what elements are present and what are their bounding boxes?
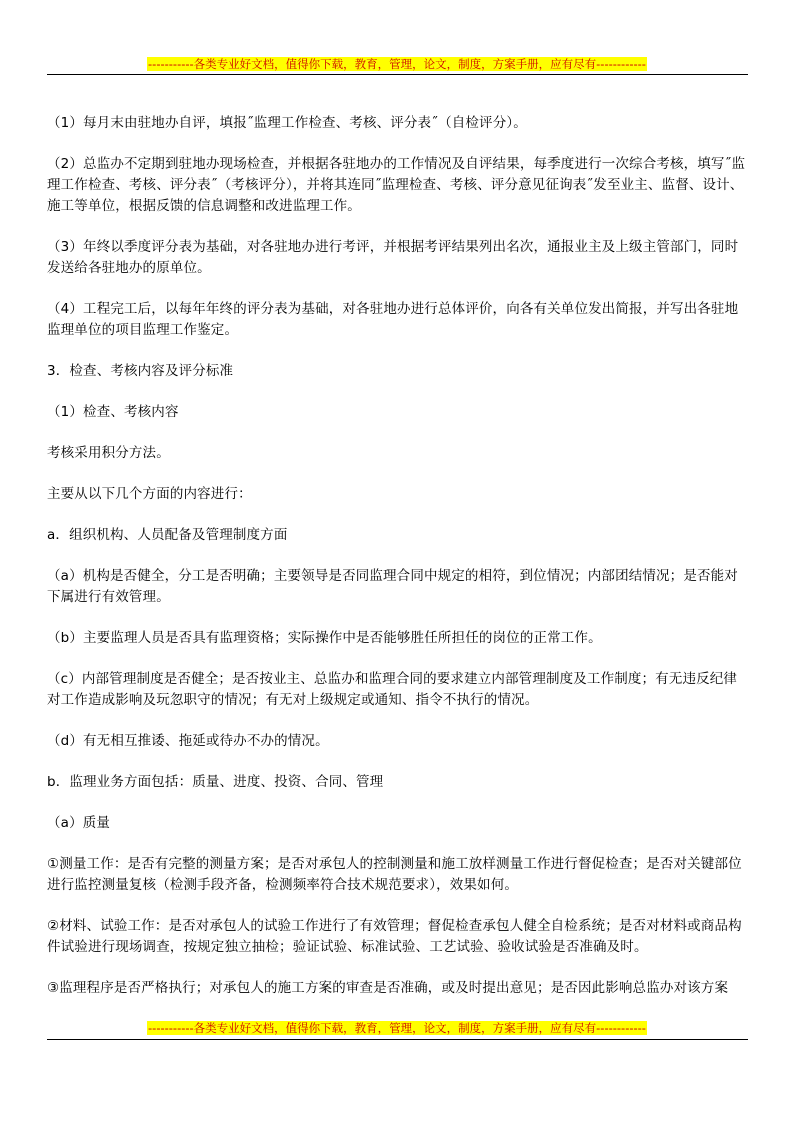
item-organization-b: （b）主要监理人员是否具有监理资格；实际操作中是否能够胜任所担任的岗位的正常工作。 — [47, 630, 602, 646]
subheading-quality: （a）质量 — [47, 815, 111, 831]
footer-divider — [47, 1039, 748, 1040]
item-organization-c: （c）内部管理制度是否健全；是否按业主、总监办和监理合同的要求建立内部管理制度及工作制度；有无违反纪律对工作造成影响及玩忽职守的情况；有无对上级规定或通知、指令不执行的情况。 — [47, 671, 738, 708]
header-divider — [47, 74, 748, 75]
header-banner-text: -----------各类专业好文档，值得你下载，教育，管理，论文，制度，方案手册，应有尽有------------ — [148, 57, 646, 71]
paragraph-completion-evaluation: （4）工程完工后，以每年年终的评分表为基础，对各驻地办进行总体评价，向各有关单位发出简报，并写出各驻地监理单位的项目监理工作鉴定。 — [47, 301, 739, 338]
paragraph-monthly-self-evaluation: （1）每月末由驻地办自评，填报˝监理工作检查、考核、评分表˝（自检评分）。 — [47, 115, 527, 131]
document-body — [47, 113, 747, 1019]
subheading-inspection-content: （1）检查、考核内容 — [47, 404, 179, 420]
subheading-supervision-business: b．监理业务方面包括：质量、进度、投资、合同、管理 — [47, 774, 384, 790]
item-organization-a: （a）机构是否健全，分工是否明确；主要领导是否同监理合同中规定的相符，到位情况；内部团结情况；是否能对下属进行有效管理。 — [47, 568, 738, 605]
item-organization-d: （d）有无相互推诿、拖延或待办不办的情况。 — [47, 733, 329, 749]
subheading-organization: a．组织机构、人员配备及管理制度方面 — [47, 527, 288, 543]
paragraph-quarterly-assessment: （2）总监办不定期到驻地办现场检查，并根据各驻地办的工作情况及自评结果，每季度进行一次综合考核，填写˝监理工作检查、考核、评分表˝（考核评分），并将其连同˝监理检查、考核、评分意见征询表˝发至业主、监督、设计、施工等单位，根据反馈的信息调整和改进监理工作。 — [47, 156, 746, 214]
section-heading-inspection-criteria: 3．检查、考核内容及评分标准 — [47, 363, 234, 379]
paragraph-annual-evaluation: （3）年终以季度评分表为基础，对各驻地办进行考评，并根据考评结果列出名次，通报业主及上级主管部门，同时发送给各驻地办的原单位。 — [47, 239, 739, 276]
item-quality-procedures: ③监理程序是否严格执行；对承包人的施工方案的审查是否准确，或及时提出意见；是否因此影响总监办对该方案 — [47, 980, 729, 996]
footer-banner — [0, 1021, 794, 1036]
paragraph-main-aspects: 主要从以下几个方面的内容进行： — [47, 486, 252, 502]
header-banner — [0, 57, 794, 72]
paragraph-scoring-method: 考核采用积分方法。 — [47, 445, 170, 461]
item-quality-materials-testing: ②材料、试验工作：是否对承包人的试验工作进行了有效管理；督促检查承包人健全自检系统；是否对材料或商品构件试验进行现场调查，按规定独立抽检；验证试验、标准试验、工艺试验、验收试验是否准确及时。 — [47, 918, 742, 955]
footer-banner-text: -----------各类专业好文档，值得你下载，教育，管理，论文，制度，方案手册，应有尽有------------ — [148, 1021, 646, 1035]
item-quality-survey: ①测量工作：是否有完整的测量方案；是否对承包人的控制测量和施工放样测量工作进行督促检查；是否对关键部位进行监控测量复核（检测手段齐备，检测频率符合技术规范要求），效果如何。 — [47, 856, 742, 893]
